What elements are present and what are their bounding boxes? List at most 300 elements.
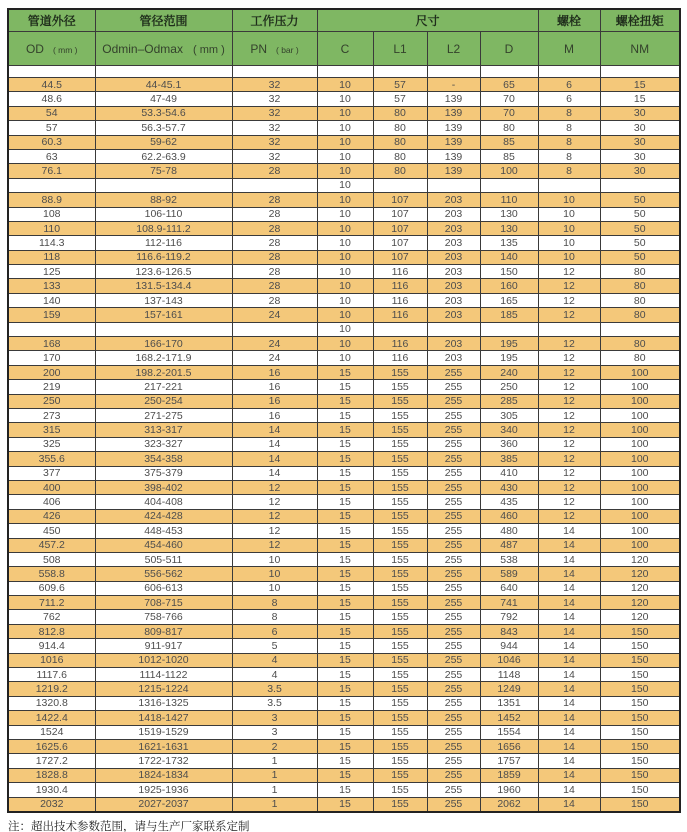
cell (538, 66, 600, 78)
cell: 116 (373, 308, 427, 322)
cell: 80 (373, 164, 427, 178)
cell: 12 (538, 351, 600, 365)
cell: 47-49 (95, 92, 232, 106)
cell: 10 (538, 221, 600, 235)
cell: 1519-1529 (95, 725, 232, 739)
cell: 10 (232, 552, 317, 566)
cell: 10 (317, 265, 373, 279)
cell: 255 (427, 567, 480, 581)
table-row (8, 711, 680, 725)
cell (232, 178, 317, 192)
cell: 1722-1732 (95, 754, 232, 768)
cell: 14 (538, 696, 600, 710)
cell: 255 (427, 408, 480, 422)
table-row (8, 696, 680, 710)
cell: 812.8 (8, 624, 95, 638)
group-header-row (8, 9, 680, 32)
cell: 12 (538, 423, 600, 437)
cell: 166-170 (95, 337, 232, 351)
column-header-label: C (340, 41, 350, 56)
cell: 30 (600, 106, 680, 120)
cell: 195 (480, 351, 538, 365)
cell: 150 (600, 783, 680, 797)
cell: 10 (317, 207, 373, 221)
column-group-header: 管径范围 (95, 9, 232, 32)
cell: 255 (427, 610, 480, 624)
separator-row (8, 178, 680, 192)
table-row (8, 452, 680, 466)
cell: 6 (538, 78, 600, 92)
table-row (8, 149, 680, 163)
cell: 12 (538, 408, 600, 422)
cell: 14 (538, 567, 600, 581)
cell: 100 (600, 437, 680, 451)
cell: 255 (427, 452, 480, 466)
cell: - (427, 78, 480, 92)
cell: 10 (317, 279, 373, 293)
table-row (8, 423, 680, 437)
cell: 15 (317, 596, 373, 610)
cell: 14 (538, 624, 600, 638)
cell: 88-92 (95, 193, 232, 207)
cell: 112-116 (95, 236, 232, 250)
cell: 10 (317, 337, 373, 351)
cell: 14 (538, 754, 600, 768)
cell: 1 (232, 783, 317, 797)
cell (95, 66, 232, 78)
cell: 100 (600, 394, 680, 408)
cell: 155 (373, 509, 427, 523)
cell: 426 (8, 509, 95, 523)
table-row (8, 106, 680, 120)
cell: 487 (480, 538, 538, 552)
cell: 255 (427, 639, 480, 653)
cell: 255 (427, 495, 480, 509)
cell: 130 (480, 207, 538, 221)
cell: 155 (373, 768, 427, 782)
cell: 10 (317, 308, 373, 322)
cell: 255 (427, 466, 480, 480)
cell: 271-275 (95, 408, 232, 422)
cell: 85 (480, 135, 538, 149)
cell: 640 (480, 581, 538, 595)
cell: 255 (427, 480, 480, 494)
cell: 14 (538, 639, 600, 653)
cell: 116 (373, 351, 427, 365)
cell: 139 (427, 106, 480, 120)
cell: 10 (317, 293, 373, 307)
cell: 15 (317, 567, 373, 581)
cell: 406 (8, 495, 95, 509)
cell: 2027-2037 (95, 797, 232, 812)
cell: 255 (427, 682, 480, 696)
cell: 15 (600, 92, 680, 106)
cell: 255 (427, 711, 480, 725)
cell: 203 (427, 207, 480, 221)
cell: 203 (427, 279, 480, 293)
cell: 110 (480, 193, 538, 207)
table-row (8, 380, 680, 394)
cell: 255 (427, 380, 480, 394)
cell: 250-254 (95, 394, 232, 408)
table-row (8, 365, 680, 379)
cell: 120 (600, 581, 680, 595)
cell: 15 (317, 495, 373, 509)
cell (373, 178, 427, 192)
cell: 377 (8, 466, 95, 480)
cell: 1114-1122 (95, 668, 232, 682)
cell: 195 (480, 337, 538, 351)
table-row (8, 624, 680, 638)
cell: 80 (600, 351, 680, 365)
cell: 1320.8 (8, 696, 95, 710)
cell: 1016 (8, 653, 95, 667)
cell: 12 (538, 380, 600, 394)
cell: 15 (317, 783, 373, 797)
cell: 140 (8, 293, 95, 307)
table-row (8, 193, 680, 207)
cell: 505-511 (95, 552, 232, 566)
cell: 758-766 (95, 610, 232, 624)
cell: 1960 (480, 783, 538, 797)
cell: 15 (317, 581, 373, 595)
cell: 1219.2 (8, 682, 95, 696)
cell: 76.1 (8, 164, 95, 178)
cell: 14 (538, 581, 600, 595)
cell: 155 (373, 466, 427, 480)
cell: 100 (600, 423, 680, 437)
cell: 12 (538, 437, 600, 451)
cell: 155 (373, 538, 427, 552)
cell: 12 (538, 466, 600, 480)
cell: 155 (373, 423, 427, 437)
cell: 155 (373, 437, 427, 451)
cell: 30 (600, 164, 680, 178)
cell: 944 (480, 639, 538, 653)
cell: 168 (8, 337, 95, 351)
table-row (8, 754, 680, 768)
cell: 155 (373, 711, 427, 725)
cell (600, 178, 680, 192)
cell: 157-161 (95, 308, 232, 322)
cell: 14 (232, 423, 317, 437)
cell: 708-715 (95, 596, 232, 610)
cell: 10 (538, 236, 600, 250)
cell: 155 (373, 725, 427, 739)
cell: 14 (538, 797, 600, 812)
cell: 203 (427, 250, 480, 264)
cell: 10 (317, 193, 373, 207)
cell: 125 (8, 265, 95, 279)
cell: 10 (538, 207, 600, 221)
cell: 32 (232, 78, 317, 92)
cell: 10 (538, 250, 600, 264)
table-row (8, 783, 680, 797)
cell: 15 (317, 668, 373, 682)
cell: 15 (317, 380, 373, 394)
cell: 80 (600, 337, 680, 351)
cell: 108.9-111.2 (95, 221, 232, 235)
cell: 15 (317, 696, 373, 710)
cell: 3.5 (232, 696, 317, 710)
cell: 12 (538, 293, 600, 307)
cell: 203 (427, 221, 480, 235)
cell: 914.4 (8, 639, 95, 653)
cell: 1 (232, 797, 317, 812)
cell: 6 (538, 92, 600, 106)
cell (427, 178, 480, 192)
cell: 28 (232, 164, 317, 178)
table-row (8, 279, 680, 293)
cell: 32 (232, 121, 317, 135)
cell: 14 (538, 552, 600, 566)
cell: 24 (232, 308, 317, 322)
cell: 15 (317, 768, 373, 782)
cell: 1621-1631 (95, 739, 232, 753)
cell: 80 (373, 106, 427, 120)
cell: 15 (317, 739, 373, 753)
cell: 255 (427, 797, 480, 812)
cell: 10 (317, 135, 373, 149)
cell: 558.8 (8, 567, 95, 581)
cell: 15 (317, 408, 373, 422)
cell: 15 (317, 711, 373, 725)
cell: 315 (8, 423, 95, 437)
cell: 155 (373, 754, 427, 768)
cell: 155 (373, 452, 427, 466)
cell: 255 (427, 437, 480, 451)
cell: 460 (480, 509, 538, 523)
cell: 107 (373, 207, 427, 221)
cell: 457.2 (8, 538, 95, 552)
cell: 57 (373, 92, 427, 106)
cell (95, 178, 232, 192)
cell: 155 (373, 365, 427, 379)
cell: 50 (600, 250, 680, 264)
cell: 12 (538, 495, 600, 509)
cell: 120 (600, 596, 680, 610)
cell: 155 (373, 610, 427, 624)
column-header (480, 32, 538, 66)
table-row (8, 668, 680, 682)
cell: 139 (427, 149, 480, 163)
cell: 137-143 (95, 293, 232, 307)
cell: 15 (317, 639, 373, 653)
cell: 30 (600, 149, 680, 163)
cell: 14 (538, 711, 600, 725)
cell: 44-45.1 (95, 78, 232, 92)
cell: 325 (8, 437, 95, 451)
cell: 16 (232, 380, 317, 394)
cell: 100 (600, 495, 680, 509)
cell (95, 322, 232, 336)
cell: 107 (373, 193, 427, 207)
cell: 385 (480, 452, 538, 466)
cell: 424-428 (95, 509, 232, 523)
cell: 110 (8, 221, 95, 235)
cell: 375-379 (95, 466, 232, 480)
cell (373, 66, 427, 78)
cell: 4 (232, 668, 317, 682)
cell: 1046 (480, 653, 538, 667)
cell: 155 (373, 682, 427, 696)
cell: 10 (232, 567, 317, 581)
cell: 843 (480, 624, 538, 638)
cell: 255 (427, 653, 480, 667)
cell: 24 (232, 337, 317, 351)
cell: 255 (427, 365, 480, 379)
cell: 133 (8, 279, 95, 293)
cell: 15 (317, 624, 373, 638)
cell: 30 (600, 121, 680, 135)
cell: 28 (232, 279, 317, 293)
cell: 116 (373, 279, 427, 293)
cell: 1351 (480, 696, 538, 710)
cell: 139 (427, 164, 480, 178)
cell: 85 (480, 149, 538, 163)
cell: 240 (480, 365, 538, 379)
cell: 62.2-63.9 (95, 149, 232, 163)
cell: 12 (538, 394, 600, 408)
cell: 57 (8, 121, 95, 135)
cell: 255 (427, 754, 480, 768)
cell: 12 (538, 279, 600, 293)
cell: 711.2 (8, 596, 95, 610)
cell: 8 (538, 106, 600, 120)
cell: 28 (232, 293, 317, 307)
cell (427, 66, 480, 78)
cell: 14 (538, 610, 600, 624)
cell: 107 (373, 221, 427, 235)
cell: 60.3 (8, 135, 95, 149)
cell: 203 (427, 265, 480, 279)
column-header-label: OD (25, 41, 44, 56)
cell: 12 (538, 337, 600, 351)
cell: 32 (232, 135, 317, 149)
cell: 28 (232, 250, 317, 264)
cell: 255 (427, 768, 480, 782)
cell: 139 (427, 121, 480, 135)
cell: 12 (232, 480, 317, 494)
column-group-header: 管道外径 (8, 9, 95, 32)
cell: 106-110 (95, 207, 232, 221)
cell: 10 (317, 92, 373, 106)
cell: 54 (8, 106, 95, 120)
cell: 15 (317, 466, 373, 480)
cell: 1422.4 (8, 711, 95, 725)
cell: 10 (317, 221, 373, 235)
cell (600, 66, 680, 78)
cell (480, 178, 538, 192)
cell: 100 (600, 452, 680, 466)
column-header (232, 32, 317, 66)
cell: 50 (600, 221, 680, 235)
cell: 32 (232, 149, 317, 163)
cell (8, 322, 95, 336)
cell: 255 (427, 552, 480, 566)
cell: 155 (373, 653, 427, 667)
cell: 1925-1936 (95, 783, 232, 797)
cell: 15 (317, 682, 373, 696)
cell: 255 (427, 725, 480, 739)
cell: 80 (600, 279, 680, 293)
cell: 12 (538, 509, 600, 523)
cell: 14 (538, 668, 600, 682)
cell: 150 (600, 653, 680, 667)
cell (373, 322, 427, 336)
cell: 1 (232, 754, 317, 768)
cell: 255 (427, 739, 480, 753)
cell: 150 (600, 668, 680, 682)
cell: 150 (600, 725, 680, 739)
cell: 305 (480, 408, 538, 422)
cell: 1215-1224 (95, 682, 232, 696)
cell: 14 (538, 783, 600, 797)
table-row (8, 552, 680, 566)
cell: 80 (600, 293, 680, 307)
cell: 75-78 (95, 164, 232, 178)
cell: 155 (373, 696, 427, 710)
table-row (8, 351, 680, 365)
cell: 159 (8, 308, 95, 322)
blank-row (8, 66, 680, 78)
cell: 50 (600, 193, 680, 207)
table-row (8, 135, 680, 149)
cell: 2062 (480, 797, 538, 812)
cell: 435 (480, 495, 538, 509)
cell: 28 (232, 265, 317, 279)
cell: 410 (480, 466, 538, 480)
cell: 273 (8, 408, 95, 422)
cell: 430 (480, 480, 538, 494)
cell: 100 (480, 164, 538, 178)
column-header-label: Odmin–Odmax (102, 41, 183, 56)
cell: 10 (317, 149, 373, 163)
column-group-header: 螺栓扭矩 (600, 9, 680, 32)
table-row (8, 164, 680, 178)
cell: 480 (480, 524, 538, 538)
cell: 12 (232, 524, 317, 538)
column-header-label: D (504, 41, 514, 56)
cell: 100 (600, 480, 680, 494)
cell: 116.6-119.2 (95, 250, 232, 264)
cell: 15 (317, 538, 373, 552)
cell: 15 (317, 653, 373, 667)
table-body (8, 66, 680, 812)
cell: 1524 (8, 725, 95, 739)
cell: 185 (480, 308, 538, 322)
sub-header-row (8, 32, 680, 66)
cell: 255 (427, 509, 480, 523)
cell: 762 (8, 610, 95, 624)
table-row (8, 265, 680, 279)
table-row (8, 797, 680, 812)
cell: 3.5 (232, 682, 317, 696)
cell: 8 (538, 135, 600, 149)
cell: 28 (232, 221, 317, 235)
table-row (8, 121, 680, 135)
cell: 155 (373, 408, 427, 422)
cell: 10 (317, 164, 373, 178)
cell: 1554 (480, 725, 538, 739)
cell: 3 (232, 711, 317, 725)
cell: 15 (600, 78, 680, 92)
cell: 285 (480, 394, 538, 408)
cell: 12 (232, 509, 317, 523)
cell: 48.6 (8, 92, 95, 106)
cell: 400 (8, 480, 95, 494)
cell (538, 322, 600, 336)
